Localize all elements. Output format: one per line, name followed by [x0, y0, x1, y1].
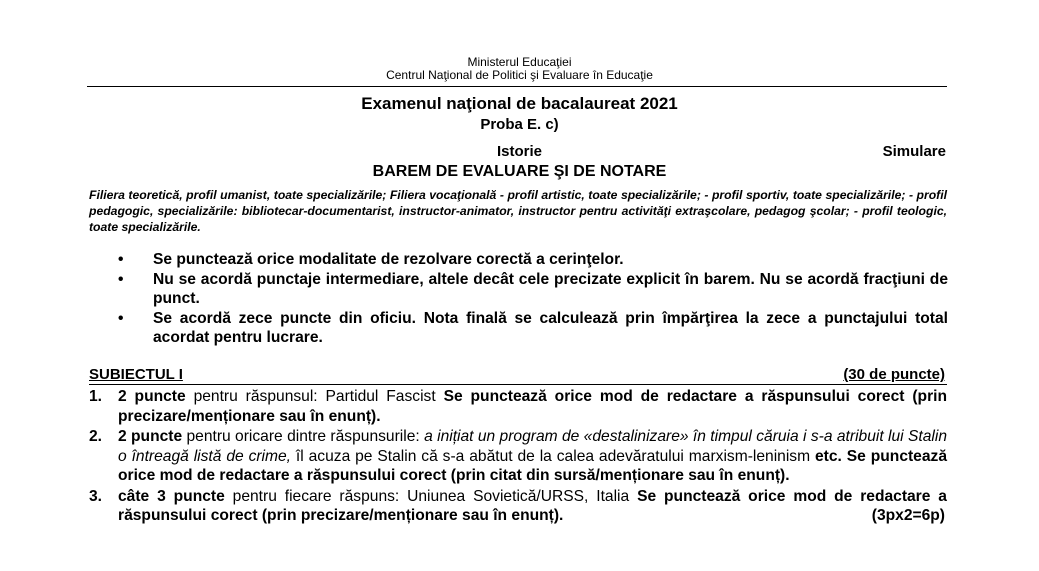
- section-points: (30 de puncte): [843, 366, 945, 383]
- session-label: Simulare: [882, 143, 946, 160]
- answer-item: [89, 387, 947, 426]
- section-header: [89, 366, 947, 385]
- item-number: 3.: [89, 487, 103, 505]
- item-note: etc. Se punctează orice mod de redactare a răspunsului corect (prin citat din sursă/menționare sau în enunț).: [118, 447, 947, 484]
- bullet-icon: •: [118, 251, 124, 268]
- subject-title: Istorie: [496, 143, 542, 160]
- item-points: câte 3 puncte: [118, 487, 225, 505]
- item-note: Se punctează orice mod de redactare a răspunsului corect (prin precizare/menționare sau în enunț).: [118, 487, 947, 524]
- exam-title: Examenul naţional de bacalaureat 2021: [361, 94, 678, 113]
- rule-text: Se acordă zece puncte din oficiu. Nota finală se calculează prin împărţirea la zece a punctajului total acordat pentru lucrare.: [153, 309, 948, 346]
- item-text: pentru răspunsul: Partidul Fascist: [185, 388, 444, 405]
- filiera-paragraph: Filiera teoretică, profil umanist, toate specializările; Filiera vocaţională - profil artistic, toate specializările; - profil sportiv, toate specializările; - profil pedagogic, specializările: bibliotecar-documentarist, instructor-animator, instructor pentru activităţi extraşcolare, pedagog şcolar; - profil teologic, toate specializările.: [89, 188, 947, 234]
- bullet-icon: •: [118, 309, 124, 327]
- item-points: 2 puncte: [118, 428, 183, 445]
- item-quote: a inițiat un program de «destalinizare» în timpul căruia i s-a atribuit lui Stalin o întreagă listă de crime,: [118, 428, 947, 465]
- rule-item: [118, 270, 948, 309]
- answer-item: [89, 427, 947, 486]
- center-name: Centrul Naţional de Politici şi Evaluare în Educaţie: [386, 68, 653, 82]
- rule-item: [118, 309, 948, 348]
- ministry-name: Ministerul Educaţiei: [467, 55, 572, 69]
- proba-title: Proba E. c): [480, 116, 559, 133]
- item-score: (3px2=6p): [871, 507, 945, 524]
- section-name: SUBIECTUL I: [89, 366, 183, 383]
- item-points: 2 puncte: [118, 388, 186, 405]
- item-number: 1.: [89, 388, 103, 405]
- item-note: Se punctează orice mod de redactare a răspunsului corect (prin precizare/menționare sau în enunț).: [118, 388, 947, 425]
- rule-text: Se punctează orice modalitate de rezolvare corectă a cerinţelor.: [153, 251, 624, 268]
- general-rules-list: [118, 250, 948, 348]
- rule-text: Nu se acordă punctaje intermediare, altele decât cele precizate explicit în barem. Nu se acordă fracţiuni de punct.: [153, 270, 948, 307]
- barem-title: BAREM DE EVALUARE ŞI DE NOTARE: [372, 163, 667, 180]
- answer-items-list: [89, 387, 947, 527]
- rule-item: [118, 250, 948, 270]
- header-divider: [87, 86, 947, 87]
- item-text-2: îl acuza pe Stalin că s-a abătut de la calea adevăratului marxism-leninism: [291, 447, 815, 465]
- item-number: 2.: [89, 428, 103, 445]
- bullet-icon: •: [118, 270, 124, 288]
- item-text: pentru fiecare răspuns: Uniunea Sovietică/URSS, Italia: [224, 487, 638, 505]
- answer-item: [89, 487, 947, 526]
- item-text: pentru oricare dintre răspunsurile:: [182, 428, 425, 445]
